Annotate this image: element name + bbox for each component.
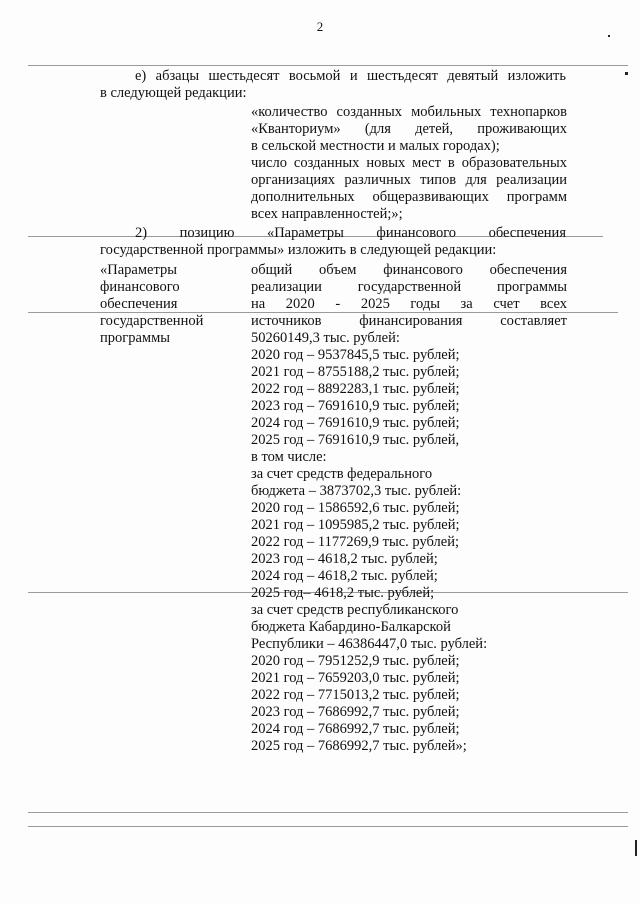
quote-line: дополнительных общеразвивающих программ — [251, 189, 567, 205]
table-right-line: 2024 год – 7686992,7 тыс. рублей; — [251, 721, 460, 737]
table-right-line: 2022 год – 8892283,1 тыс. рублей; — [251, 381, 460, 397]
paragraph-2 — [100, 225, 566, 259]
table-right-line: 2023 год – 4618,2 тыс. рублей; — [251, 551, 438, 567]
table-right-justified-line: на 2020 - 2025 годы за счет всех — [251, 296, 567, 312]
table-right-line: 2020 год – 1586592,6 тыс. рублей; — [251, 500, 460, 516]
scan-line — [28, 65, 628, 66]
quote-line: «Кванториум» (для детей, проживающих — [251, 121, 567, 137]
table-right-line: бюджета – 3873702,3 тыс. рублей: — [251, 483, 462, 499]
scan-mark — [608, 35, 610, 37]
table-right-line: 2022 год – 1177269,9 тыс. рублей; — [251, 534, 459, 550]
table-right-line: 2024 год – 4618,2 тыс. рублей; — [251, 568, 438, 584]
table-right-line: 2021 год – 7659203,0 тыс. рублей; — [251, 670, 460, 686]
table-right-line: 2025 год – 7686992,7 тыс. рублей»; — [251, 738, 467, 754]
table-left-line: «Параметры — [100, 262, 177, 278]
table-right-line: за счет средств федерального — [251, 466, 433, 482]
paragraph-e — [100, 68, 566, 102]
table-right-line: 2023 год – 7686992,7 тыс. рублей; — [251, 704, 460, 720]
table-right-line: 2020 год – 9537845,5 тыс. рублей; — [251, 347, 460, 363]
paragraph-2-line1: 2) позицию «Параметры финансового обеспечения — [135, 225, 566, 241]
table-right-line: Республики – 46386447,0 тыс. рублей: — [251, 636, 488, 652]
table-left-column — [100, 262, 230, 347]
table-right-line: 2021 год – 1095985,2 тыс. рублей; — [251, 517, 460, 533]
table-right-justified-line: общий объем финансового обеспечения — [251, 262, 567, 278]
table-right-line: 2025 год – 7691610,9 тыс. рублей, — [251, 432, 460, 448]
table-left-line: программы — [100, 330, 170, 346]
table-right-column — [251, 262, 567, 755]
quote-block — [251, 104, 567, 223]
quote-line: в сельской местности и малых городах); — [251, 138, 500, 154]
scan-line — [28, 826, 628, 827]
quote-line: всех направленностей;»; — [251, 206, 403, 222]
paragraph-2-line2: государственной программы» изложить в следующей редакции: — [100, 242, 497, 258]
table-right-line: 50260149,3 тыс. рублей: — [251, 330, 400, 346]
page-number: 2 — [316, 19, 324, 34]
table-right-line: 2024 год – 7691610,9 тыс. рублей; — [251, 415, 460, 431]
table-left-line: обеспечения — [100, 296, 178, 312]
scan-mark — [635, 840, 637, 856]
table-right-justified-line: реализации государственной программы — [251, 279, 567, 295]
table-right-line: 2022 год – 7715013,2 тыс. рублей; — [251, 687, 460, 703]
table-left-line: государственной — [100, 313, 204, 329]
table-right-line: за счет средств республиканского — [251, 602, 459, 618]
paragraph-e-line2: в следующей редакции: — [100, 85, 247, 101]
table-right-line: 2020 год – 7951252,9 тыс. рублей; — [251, 653, 460, 669]
quote-line: число созданных новых мест в образовательных — [251, 155, 567, 171]
quote-line: «количество созданных мобильных технопарков — [251, 104, 567, 120]
table-right-line: 2025 год– 4618,2 тыс. рублей; — [251, 585, 435, 601]
table-left-line: финансового — [100, 279, 180, 295]
table-right-line: 2023 год – 7691610,9 тыс. рублей; — [251, 398, 460, 414]
paragraph-e-line1: е) абзацы шестьдесят восьмой и шестьдесят девятый изложить — [135, 68, 566, 84]
table-right-line: в том числе: — [251, 449, 327, 465]
table-right-justified-line: источников финансирования составляет — [251, 313, 567, 329]
table-right-line: 2021 год – 8755188,2 тыс. рублей; — [251, 364, 460, 380]
scan-line — [28, 812, 628, 813]
table-right-line: бюджета Кабардино-Балкарской — [251, 619, 451, 635]
scan-mark — [625, 72, 628, 75]
quote-line: организациях различных типов для реализации — [251, 172, 567, 188]
